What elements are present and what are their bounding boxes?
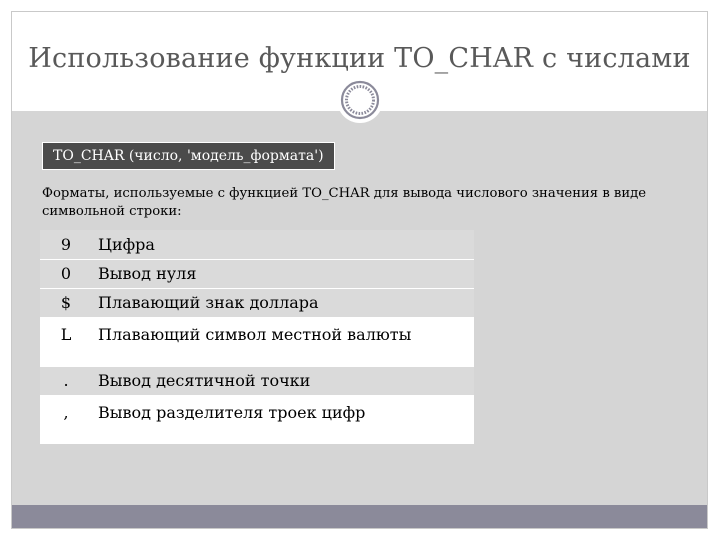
table-row [40,230,474,259]
table-row [40,288,474,317]
format-meaning: Плавающий знак доллара [92,288,474,317]
format-meaning: Вывод разделителя троек цифр [98,402,366,422]
format-symbol: $ [40,288,92,317]
format-table [40,230,474,444]
table-row [40,366,474,395]
format-meaning: Вывод десятичной точки [92,366,474,395]
bottom-bar [12,505,707,528]
format-symbol: , [63,402,69,422]
format-symbol: 9 [40,230,92,259]
ring-ornament-icon [337,77,383,123]
slide-title: Использование функции TO_CHAR с числами [28,42,691,74]
description-text: Форматы, используемые с функцией TO_CHAR для вывода числового значения в виде символьной строки: [42,186,647,219]
table-row [40,317,474,366]
format-symbol: L [60,324,72,344]
format-symbol: . [40,366,92,395]
syntax-box: TO_CHAR (число, 'модель_формата') [42,142,335,170]
format-symbol: 0 [40,259,92,288]
table-row [40,395,474,443]
format-meaning: Вывод нуля [92,259,474,288]
format-meaning: Цифра [92,230,474,259]
table-row [40,259,474,288]
format-meaning: Плавающий символ местной валюты [98,324,412,344]
